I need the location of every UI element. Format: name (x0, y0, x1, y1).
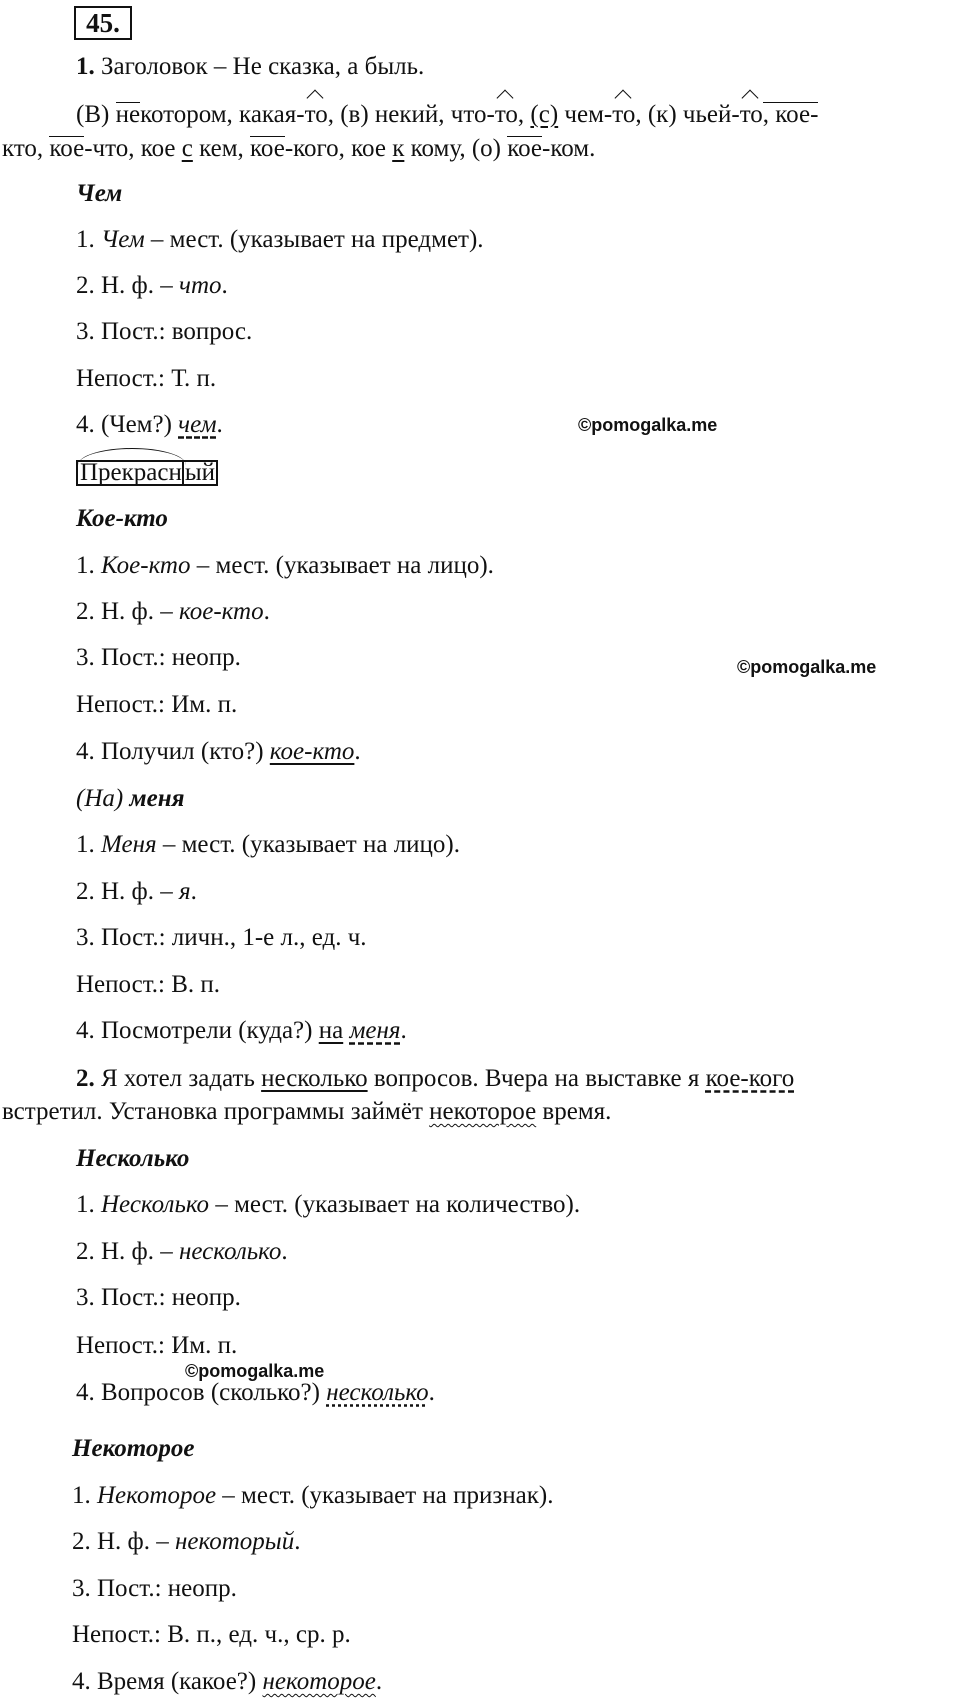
sentence-text: встретил. Установка программы займёт (2, 1098, 430, 1125)
point-word: что (179, 272, 222, 299)
prefix-koe: кое (250, 135, 285, 162)
highlighted-word: несколько (261, 1065, 368, 1092)
neskolko-nonpermanent: Непост.: Им. п. (76, 1332, 238, 1359)
point-text: . (354, 738, 361, 765)
point-text: . (375, 1668, 383, 1695)
prefix-koe: кое (49, 135, 85, 162)
hyphen: - (731, 101, 740, 128)
point-word: несколько (179, 1238, 282, 1265)
heading-word: меня (123, 785, 185, 812)
nekotoroe-nonpermanent: Непост.: В. п., ед. ч., ср. р. (72, 1621, 351, 1648)
neskolko-point-2 (76, 1237, 288, 1267)
point-word: Чем (101, 226, 145, 253)
point-text: . (190, 878, 197, 905)
word-text: , (в) некий, что (327, 101, 487, 128)
hyphen: - (542, 135, 551, 162)
part2-sentence-line-2 (2, 1097, 611, 1127)
suffix-to: то (494, 101, 518, 128)
koe-kto-point-4 (76, 737, 361, 767)
point-text: – мест. (указывает на лицо). (156, 831, 461, 858)
koe-kto-nonpermanent: Непост.: Им. п. (76, 691, 238, 718)
morpheme-parse-word (76, 458, 218, 488)
nekotoroe-point-3: 3. Пост.: неопр. (72, 1575, 237, 1602)
point-text: – мест. (указывает на предмет). (144, 226, 484, 253)
section-heading-koe-kto: Кое-кто (76, 505, 168, 532)
word-text: , (к) чьей (635, 101, 732, 128)
section-heading-nekotoroe: Некоторое (72, 1435, 195, 1462)
section-heading-chem: Чем (76, 180, 123, 207)
neskolko-point-3: 3. Пост.: неопр. (76, 1284, 241, 1311)
section-heading-neskolko: Несколько (76, 1145, 190, 1172)
hyphen: - (486, 101, 495, 128)
point-text: 2. Н. ф. – (76, 272, 180, 299)
highlighted-word: кое-кого (705, 1065, 795, 1092)
menya-nonpermanent: Непост.: В. п. (76, 971, 221, 998)
suffix-to: то (612, 101, 636, 128)
point-text: . (281, 1238, 288, 1265)
word-text: ком. (550, 135, 596, 162)
suffix-to: то (739, 101, 763, 128)
menya-point-1 (76, 830, 460, 860)
word-text: кого, кое (293, 135, 393, 162)
point-text: 4. Получил (кто?) (76, 738, 270, 765)
chem-point-2 (76, 271, 228, 301)
point-text: 4. (Чем?) (76, 411, 179, 438)
point-word: некоторый (175, 1528, 295, 1555)
point-text: – мест. (указывает на признак). (216, 1482, 554, 1509)
watermark: ©pomogalka.me (737, 657, 877, 677)
point-text: 1. (76, 1191, 101, 1218)
chem-point-4 (76, 410, 223, 440)
hyphen: - (84, 135, 93, 162)
neskolko-point-4 (76, 1378, 435, 1408)
nekotoroe-point-2 (72, 1527, 301, 1557)
point-word: кое-кто (269, 738, 355, 765)
koe-kto-point-1 (76, 551, 494, 581)
part1-title: Заголовок – Не сказка, а быль. (101, 53, 425, 80)
chem-point-1 (76, 225, 484, 255)
chem-nonpermanent: Непост.: Т. п. (76, 365, 217, 392)
point-text: . (216, 411, 223, 438)
point-text: 1. (76, 831, 101, 858)
morph-word-root (76, 458, 182, 488)
section-heading-menya (76, 784, 184, 814)
word-text: чем (558, 101, 604, 128)
morph-ending: ый (182, 460, 218, 486)
point-text: 2. Н. ф. – (72, 1528, 176, 1555)
point-text: 1. (72, 1482, 97, 1509)
word-text: кому, (о) (404, 135, 508, 162)
root-arc (78, 448, 186, 465)
word-text: котором, какая (140, 101, 297, 128)
word-text: , (517, 101, 531, 128)
hyphen: - (296, 101, 305, 128)
point-word: несколько (326, 1379, 429, 1406)
heading-preposition: (На) (76, 785, 124, 812)
nekotoroe-point-1 (72, 1481, 554, 1511)
point-word: кое-кто (179, 598, 264, 625)
menya-point-4 (76, 1016, 407, 1046)
prefix-koe: кое (507, 135, 543, 162)
word-parse-line-1 (76, 100, 818, 130)
word-text: кто, (2, 135, 50, 162)
letter-b-label: (В) (76, 101, 110, 128)
point-text: 4. Посмотрели (куда?) (76, 1017, 319, 1044)
letter-s-label: (с) (530, 101, 559, 128)
preposition-k: к (392, 135, 405, 162)
prefix-ne: не (115, 101, 141, 128)
prefix-koe: , кое- (762, 101, 819, 128)
point-word: я (179, 878, 191, 905)
point-preposition: на (318, 1017, 344, 1044)
point-word: Некоторое (97, 1482, 217, 1509)
point-text: . (400, 1017, 407, 1044)
point-word: Кое-кто (101, 552, 191, 579)
suffix-to: то (304, 101, 328, 128)
part1-label: 1. (76, 53, 95, 80)
menya-point-3: 3. Пост.: личн., 1-е л., ед. ч. (76, 924, 367, 951)
point-word: Несколько (101, 1191, 210, 1218)
point-text: 2. Н. ф. – (76, 1238, 180, 1265)
watermark: ©pomogalka.me (185, 1361, 325, 1381)
word-parse-line-2 (2, 134, 595, 164)
point-text: . (263, 598, 270, 625)
word-text: кем, (192, 135, 251, 162)
point-text: 1. (76, 226, 101, 253)
highlighted-word: некоторое (429, 1098, 537, 1125)
point-text: 4. Время (какое?) (72, 1668, 263, 1695)
exercise-number: 45. (74, 6, 132, 40)
point-text: . (428, 1379, 435, 1406)
sentence-text: вопросов. Вчера на выставке я (367, 1065, 706, 1092)
point-word: чем (178, 411, 217, 438)
part2-sentence-line-1 (76, 1064, 794, 1094)
point-text: . (294, 1528, 301, 1555)
neskolko-point-1 (76, 1190, 580, 1220)
point-text: – мест. (указывает на лицо). (190, 552, 494, 579)
sentence-text: Я хотел задать (94, 1065, 262, 1092)
point-text: – мест. (указывает на количество). (209, 1191, 581, 1218)
menya-point-2 (76, 877, 197, 907)
hyphen: - (284, 135, 294, 162)
koe-kto-point-3: 3. Пост.: неопр. (76, 644, 241, 671)
nekotoroe-point-4 (72, 1667, 382, 1697)
point-text: 1. (76, 552, 101, 579)
hyphen: - (603, 101, 613, 128)
word-text: что, кое (92, 135, 182, 162)
koe-kto-point-2 (76, 597, 270, 627)
point-text: 2. Н. ф. – (76, 598, 180, 625)
point-text: 4. Вопросов (сколько?) (76, 1379, 327, 1406)
point-word: Меня (101, 831, 157, 858)
watermark: ©pomogalka.me (578, 415, 718, 435)
part1-title-line (76, 52, 424, 82)
sentence-text: время. (536, 1098, 612, 1125)
chem-point-3: 3. Пост.: вопрос. (76, 318, 253, 345)
preposition-s: с (181, 135, 193, 162)
point-text: 2. Н. ф. – (76, 878, 180, 905)
morph-stem: Прекрасн (76, 460, 182, 486)
point-word: некоторое (262, 1668, 376, 1695)
point-word: меня (349, 1017, 401, 1044)
point-text: . (221, 272, 228, 299)
part2-label: 2. (76, 1065, 95, 1092)
